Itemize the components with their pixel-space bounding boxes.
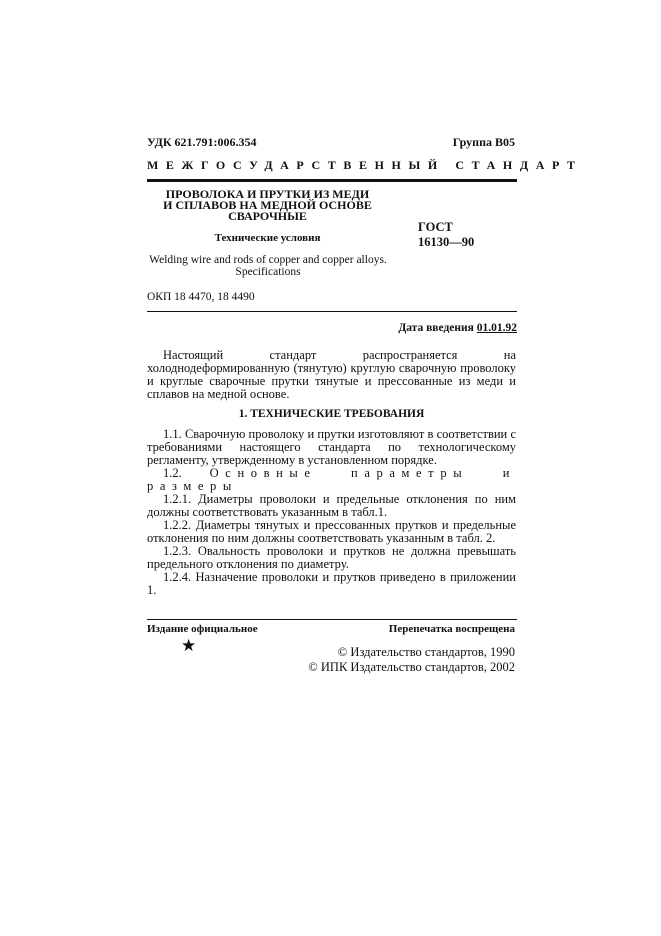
title-line-2: И СПЛАВОВ НА МЕДНОЙ ОСНОВЕ	[163, 198, 372, 212]
footer-rule	[147, 619, 517, 620]
paragraph-1-2-1: 1.2.1. Диаметры проволоки и предельные отклонения по ним должны соответствовать указанным в табл.1.	[147, 492, 516, 519]
paragraph-1-2-heading: Основные параметры и размеры	[147, 466, 517, 493]
english-title	[147, 254, 389, 278]
title-line-1: ПРОВОЛОКА И ПРУТКИ ИЗ МЕДИ	[165, 187, 370, 201]
udk-code: УДК 621.791:006.354	[147, 135, 257, 149]
paragraph-1-2-number: 1.2.	[163, 466, 182, 480]
paragraph-1-2-3: 1.2.3. Овальность проволоки и прутков не должна превышать предельного отклонения по диаметру.	[147, 544, 516, 571]
paragraph-1-2-4: 1.2.4. Назначение проволоки и прутков приведено в приложении 1.	[147, 570, 516, 597]
gost-label: ГОСТ	[418, 220, 453, 234]
section-body	[147, 428, 516, 597]
paragraph-1-1: 1.1. Сварочную проволоку и прутки изготовляют в соответствии с требованиями настоящего стандарта по технологическому регламенту, утвержденному в установленном порядке.	[147, 427, 516, 467]
english-title-line-1: Welding wire and rods of copper and copper alloys.	[149, 254, 387, 266]
english-title-line-2: Specifications	[235, 266, 301, 278]
paragraph-1-2-2: 1.2.2. Диаметры тянутых и прессованных прутков и предельные отклонения по ним должны соответствовать указанным в табл. 2.	[147, 518, 516, 545]
header-rule	[147, 179, 517, 182]
okp-code: ОКП 18 4470, 18 4490	[147, 291, 255, 303]
star-icon: ★	[181, 636, 197, 655]
standard-type-heading: МЕЖГОСУДАРСТВЕННЫЙ СТАНДАРТ	[147, 158, 583, 172]
intro-paragraph: Настоящий стандарт распространяется на холоднодеформированную (тянутую) круглую сварочную проволоку и круглые сварочные прутки тянутые и прессованные из меди и сплавов на медной основе.	[147, 348, 516, 401]
gost-designation	[418, 220, 474, 250]
effective-date	[398, 322, 517, 334]
copyright-2002: © ИПК Издательство стандартов, 2002	[308, 660, 515, 674]
document-title	[160, 189, 375, 222]
official-edition-label: Издание официальное	[147, 623, 258, 635]
reprint-prohibited-label: Перепечатка воспрещена	[388, 623, 515, 635]
copyright-1990: © Издательство стандартов, 1990	[337, 645, 515, 659]
effective-date-label: Дата введения	[398, 322, 474, 334]
effective-date-value: 01.01.92	[476, 322, 517, 334]
section-heading: 1. ТЕХНИЧЕСКИЕ ТРЕБОВАНИЯ	[238, 408, 425, 420]
gost-number: 16130—90	[418, 235, 475, 249]
paragraph-1-2	[147, 467, 516, 493]
group-code: Группа В05	[452, 135, 515, 149]
title-line-3: СВАРОЧНЫЕ	[228, 209, 307, 223]
document-subtitle: Технические условия	[214, 232, 321, 244]
okp-rule	[147, 311, 517, 312]
